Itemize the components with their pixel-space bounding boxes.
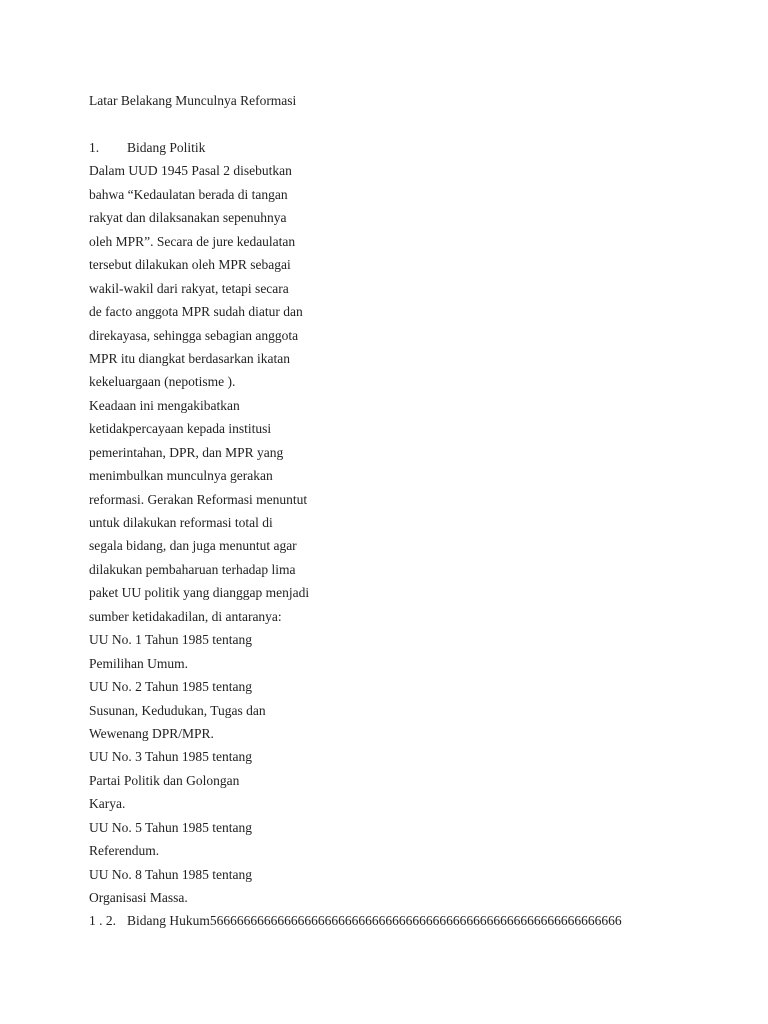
paragraph-line: paket UU politik yang dianggap menjadi: [89, 585, 310, 601]
law-item-subject: Referendum.: [89, 843, 160, 859]
law-item-title: UU No. 5 Tahun 1985 tentang: [89, 819, 253, 835]
paragraph-line: direkayasa, sehingga sebagian anggota: [89, 327, 299, 343]
paragraph-line: reformasi. Gerakan Reformasi menuntut: [89, 491, 308, 507]
paragraph-line: sumber ketidakadilan, di antaranya:: [89, 608, 282, 624]
section-heading-hukum: [89, 911, 622, 934]
paragraph-line: segala bidang, dan juga menuntut agar: [89, 538, 297, 554]
paragraph-line: dilakukan pembaharuan terhadap lima: [89, 561, 296, 577]
paragraph-line: menimbulkan munculnya gerakan: [89, 468, 273, 484]
paragraph-line: untuk dilakukan reformasi total di: [89, 515, 273, 530]
paragraph-line: Keadaan ini mengakibatkan: [89, 397, 240, 413]
law-item-subject: Partai Politik dan Golongan: [89, 772, 240, 788]
section-number: 1.: [89, 140, 100, 155]
section-heading-politik: [89, 138, 622, 161]
law-item-subject: Wewenang DPR/MPR.: [89, 725, 214, 741]
paragraph-line: Dalam UUD 1945 Pasal 2 disebutkan: [89, 163, 292, 179]
paragraph-line: MPR itu diangkat berdasarkan ikatan: [89, 350, 290, 366]
document-title: Latar Belakang Munculnya Reformasi: [89, 93, 297, 108]
paragraph-line: de facto anggota MPR sudah diatur dan: [89, 304, 303, 320]
section-heading-text: Bidang Politik: [127, 140, 206, 155]
section-heading-text: Bidang Hukum5666666666666666666666666666666666666666666666666666666666666: [127, 913, 622, 929]
law-item-title: UU No. 3 Tahun 1985 tentang: [89, 749, 253, 765]
law-item-subject: Organisasi Massa.: [89, 890, 188, 905]
paragraph-line: bahwa “Kedaulatan berada di tangan: [89, 186, 288, 202]
paragraph-line: wakil-wakil dari rakyat, tetapi secara: [89, 280, 289, 296]
law-item-title: UU No. 8 Tahun 1985 tentang: [89, 866, 253, 882]
law-item-subject: Susunan, Kedudukan, Tugas dan: [89, 702, 266, 718]
document-body: [89, 138, 622, 935]
law-item-title: UU No. 1 Tahun 1985 tentang: [89, 632, 253, 648]
paragraph-line: tersebut dilakukan oleh MPR sebagai: [89, 257, 291, 273]
law-item-subject: Pemilihan Umum.: [89, 655, 188, 671]
law-item-subject: Karya.: [89, 796, 126, 812]
section-number: 1 . 2.: [89, 913, 116, 929]
paragraph-line: ketidakpercayaan kepada institusi: [89, 421, 272, 437]
law-item-title: UU No. 2 Tahun 1985 tentang: [89, 679, 253, 695]
paragraph-line: rakyat dan dilaksanakan sepenuhnya: [89, 210, 287, 226]
paragraph-line: kekeluargaan (nepotisme ).: [89, 374, 236, 390]
paragraph-line: oleh MPR”. Secara de jure kedaulatan: [89, 233, 296, 249]
paragraph-line: pemerintahan, DPR, dan MPR yang: [89, 444, 284, 460]
